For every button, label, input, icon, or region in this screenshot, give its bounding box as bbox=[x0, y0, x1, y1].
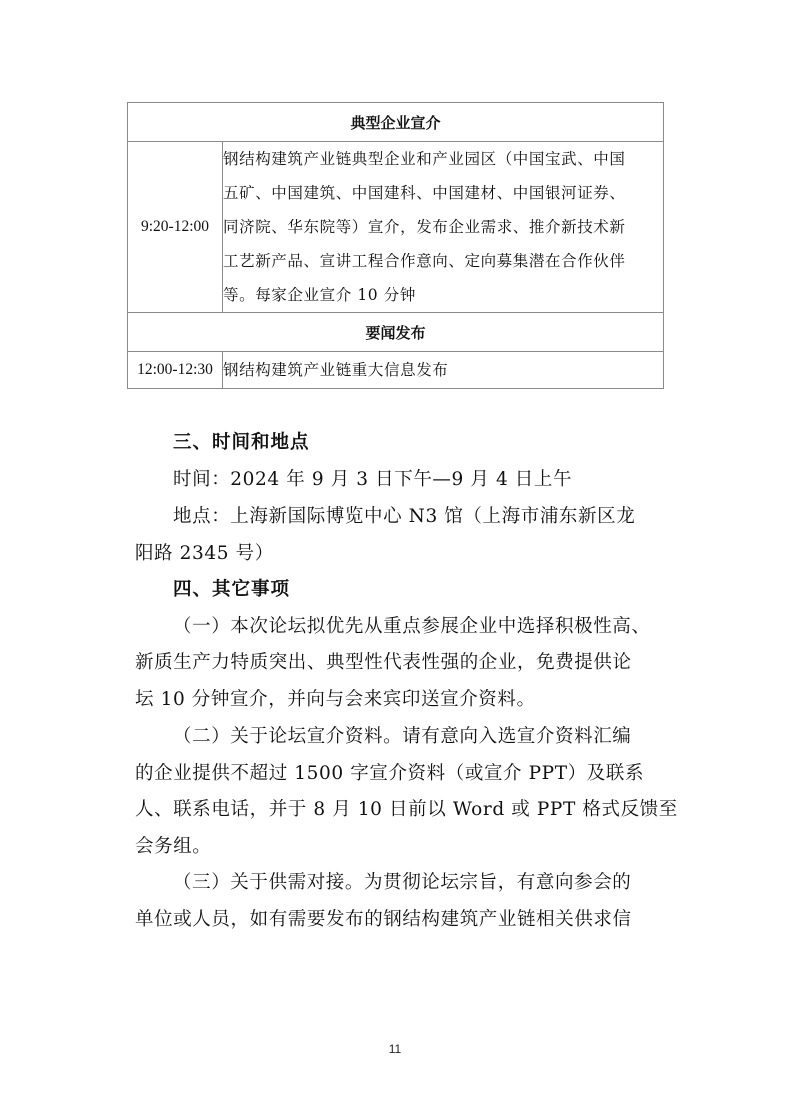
table-row bbox=[128, 352, 664, 389]
table-row bbox=[128, 313, 664, 352]
time-line: 时间：2024 年 9 月 3 日下午—9 月 4 日上午 bbox=[173, 469, 573, 490]
description-line: 五矿、中国建筑、中国建科、中国建材、中国银河证券、 bbox=[223, 184, 626, 202]
description-line: 工艺新产品、宣讲工程合作意向、定向募集潜在合作伙伴 bbox=[223, 252, 626, 270]
paragraph-line: 人、联系电话，并于 8 月 10 日前以 Word 或 PPT 格式反馈至 bbox=[135, 799, 678, 820]
paragraph-line: （二）关于论坛宣介资料。请有意向入选宣介资料汇编 bbox=[173, 726, 632, 747]
paragraph-line: 坛 10 分钟宣介，并向与会来宾印送宣介资料。 bbox=[135, 689, 536, 710]
time-cell: 9:20-12:00 bbox=[128, 142, 223, 313]
table-row bbox=[128, 103, 664, 142]
place-line-continued: 阳路 2345 号） bbox=[135, 543, 274, 564]
section-heading-other-matters: 四、其它事项 bbox=[173, 579, 291, 600]
page-number: 11 bbox=[388, 1042, 402, 1056]
table-row bbox=[128, 142, 664, 313]
schedule-table bbox=[127, 102, 664, 389]
description-line: 等。每家企业宣介 10 分钟 bbox=[223, 286, 416, 304]
paragraph-line: （一）本次论坛拟优先从重点参展企业中选择积极性高、 bbox=[173, 616, 651, 637]
description-line: 钢结构建筑产业链典型企业和产业园区（中国宝武、中国 bbox=[223, 150, 626, 168]
time-cell: 12:00-12:30 bbox=[128, 352, 223, 389]
description-cell: 钢结构建筑产业链重大信息发布 bbox=[223, 352, 664, 389]
paragraph-line: 新质生产力特质突出、典型性代表性强的企业，免费提供论 bbox=[135, 652, 632, 673]
description-cell bbox=[223, 142, 664, 313]
paragraph-line: 的企业提供不超过 1500 字宣介资料（或宣介 PPT）及联系 bbox=[135, 763, 645, 784]
description-line: 同济院、华东院等）宣介，发布企业需求、推介新技术新 bbox=[223, 218, 626, 236]
paragraph-line: 会务组。 bbox=[135, 836, 212, 857]
place-line: 地点：上海新国际博览中心 N3 馆（上海市浦东新区龙 bbox=[173, 506, 636, 527]
paragraph-line: （三）关于供需对接。为贯彻论坛宗旨，有意向参会的 bbox=[173, 872, 632, 893]
section-title-news-release: 要闻发布 bbox=[128, 313, 664, 352]
section-heading-time-place: 三、时间和地点 bbox=[173, 432, 310, 453]
paragraph-line: 单位或人员，如有需要发布的钢结构建筑产业链相关供求信 bbox=[135, 909, 632, 930]
section-title-enterprise-showcase: 典型企业宣介 bbox=[128, 103, 664, 142]
